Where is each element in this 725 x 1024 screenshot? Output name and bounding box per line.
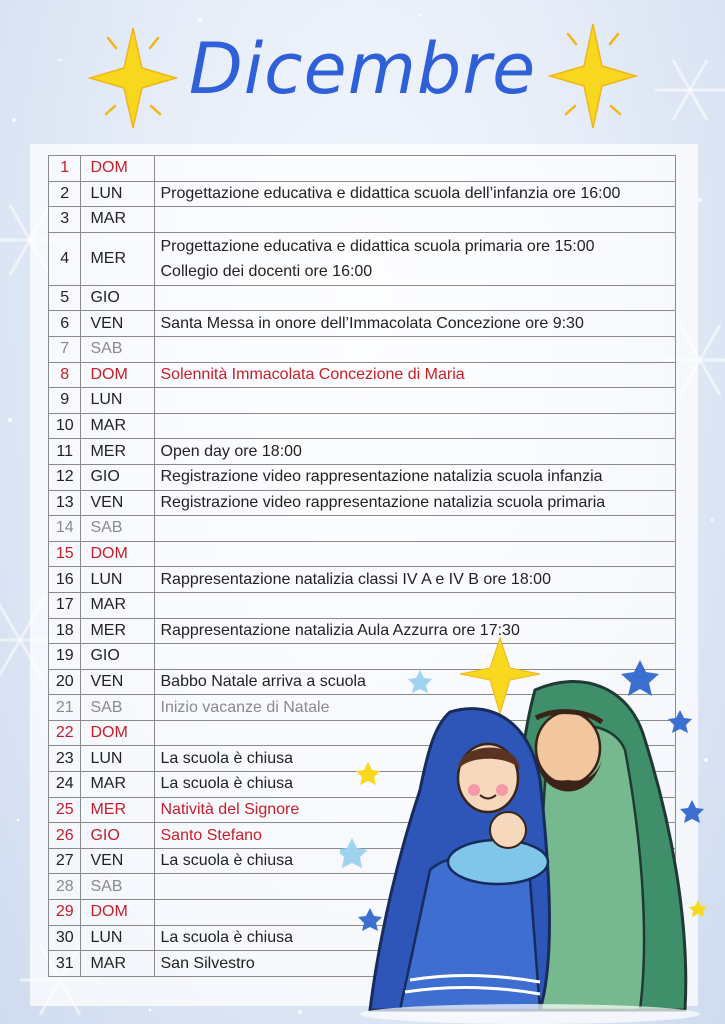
weekday: VEN [81, 669, 154, 695]
event-text [154, 156, 676, 182]
day-number: 29 [49, 900, 81, 926]
event-text [154, 388, 676, 414]
event-text [154, 541, 676, 567]
event-text: Santa Messa in onore dell’Immacolata Concezione ore 9:30 [154, 311, 676, 337]
event-text [154, 232, 676, 285]
weekday: DOM [81, 362, 154, 388]
weekday: MER [81, 618, 154, 644]
weekday: LUN [81, 925, 154, 951]
day-number: 1 [49, 156, 81, 182]
calendar-row [49, 490, 676, 516]
calendar-row [49, 181, 676, 207]
weekday: DOM [81, 900, 154, 926]
weekday: MER [81, 232, 154, 285]
event-line: Collegio dei docenti ore 16:00 [160, 262, 373, 280]
day-number: 26 [49, 823, 81, 849]
calendar-row [49, 516, 676, 542]
event-text [154, 207, 676, 233]
calendar-row [49, 439, 676, 465]
weekday: DOM [81, 720, 154, 746]
day-number: 5 [49, 285, 81, 311]
weekday: MAR [81, 772, 154, 798]
calendar-row [49, 156, 676, 182]
day-number: 15 [49, 541, 81, 567]
day-number: 6 [49, 311, 81, 337]
day-number: 9 [49, 388, 81, 414]
event-text [154, 592, 676, 618]
day-number: 17 [49, 592, 81, 618]
calendar-row [49, 413, 676, 439]
event-line: Progettazione educativa e didattica scuola primaria ore 15:00 [160, 237, 595, 255]
event-text [154, 285, 676, 311]
event-text: La scuola è chiusa [154, 848, 676, 874]
mary-figure [370, 709, 549, 1010]
day-number: 18 [49, 618, 81, 644]
day-number: 4 [49, 232, 81, 285]
calendar-row [49, 232, 676, 285]
weekday: VEN [81, 490, 154, 516]
weekday: GIO [81, 464, 154, 490]
day-number: 14 [49, 516, 81, 542]
weekday: LUN [81, 746, 154, 772]
weekday: GIO [81, 285, 154, 311]
page-title: Dicembre [188, 28, 537, 110]
weekday: VEN [81, 848, 154, 874]
calendar-row [49, 207, 676, 233]
calendar-row [49, 567, 676, 593]
event-text: Inizio vacanze di Natale [154, 695, 676, 721]
day-number: 10 [49, 413, 81, 439]
event-text: Rappresentazione natalizia Aula Azzurra ore 17:30 [154, 618, 676, 644]
event-text: Rappresentazione natalizia classi IV A e IV B ore 18:00 [154, 567, 676, 593]
event-text: Natività del Signore [154, 797, 676, 823]
weekday: MAR [81, 207, 154, 233]
weekday: LUN [81, 181, 154, 207]
day-number: 12 [49, 464, 81, 490]
weekday: MER [81, 797, 154, 823]
day-number: 20 [49, 669, 81, 695]
day-number: 16 [49, 567, 81, 593]
nativity-illustration [340, 630, 725, 1024]
weekday: GIO [81, 823, 154, 849]
event-text: San Silvestro [154, 951, 676, 977]
weekday: SAB [81, 516, 154, 542]
event-text: Open day ore 18:00 [154, 439, 676, 465]
day-number: 25 [49, 797, 81, 823]
weekday: DOM [81, 541, 154, 567]
day-number: 2 [49, 181, 81, 207]
day-number: 31 [49, 951, 81, 977]
event-text: Registrazione video rappresentazione natalizia scuola primaria [154, 490, 676, 516]
weekday: LUN [81, 388, 154, 414]
day-number: 21 [49, 695, 81, 721]
calendar-row [49, 541, 676, 567]
event-text: La scuola è chiusa [154, 746, 676, 772]
day-number: 30 [49, 925, 81, 951]
event-text: Progettazione educativa e didattica scuola dell’infanzia ore 16:00 [154, 181, 676, 207]
event-text: Registrazione video rappresentazione natalizia scuola infanzia [154, 464, 676, 490]
day-number: 3 [49, 207, 81, 233]
weekday: SAB [81, 874, 154, 900]
day-number: 22 [49, 720, 81, 746]
day-number: 27 [49, 848, 81, 874]
event-text [154, 516, 676, 542]
day-number: 28 [49, 874, 81, 900]
day-number: 8 [49, 362, 81, 388]
calendar-row [49, 336, 676, 362]
day-number: 19 [49, 644, 81, 670]
weekday: DOM [81, 156, 154, 182]
weekday: LUN [81, 567, 154, 593]
calendar-row [49, 592, 676, 618]
weekday: GIO [81, 644, 154, 670]
day-number: 24 [49, 772, 81, 798]
weekday: MER [81, 439, 154, 465]
day-number: 7 [49, 336, 81, 362]
event-text: Babbo Natale arriva a scuola [154, 669, 676, 695]
calendar-row [49, 311, 676, 337]
event-text: Santo Stefano [154, 823, 676, 849]
weekday: SAB [81, 336, 154, 362]
event-text: Solennità Immacolata Concezione di Maria [154, 362, 676, 388]
day-number: 13 [49, 490, 81, 516]
event-text: La scuola è chiusa [154, 772, 676, 798]
calendar-row [49, 285, 676, 311]
event-text [154, 413, 676, 439]
weekday: VEN [81, 311, 154, 337]
event-text: La scuola è chiusa [154, 925, 676, 951]
weekday: MAR [81, 413, 154, 439]
day-number: 23 [49, 746, 81, 772]
calendar-row [49, 388, 676, 414]
event-text [154, 336, 676, 362]
weekday: MAR [81, 592, 154, 618]
weekday: MAR [81, 951, 154, 977]
weekday: SAB [81, 695, 154, 721]
day-number: 11 [49, 439, 81, 465]
calendar-row [49, 362, 676, 388]
calendar-row [49, 464, 676, 490]
